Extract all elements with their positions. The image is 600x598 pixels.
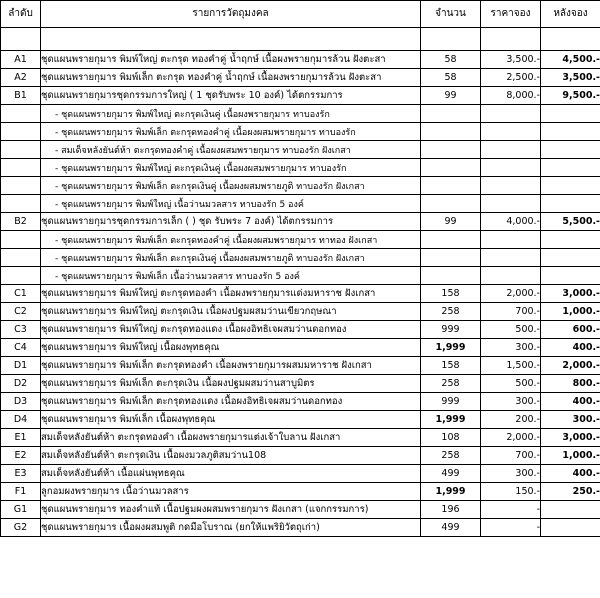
table-row <box>1 87 600 105</box>
cell-description: ชุดแผนพรายกุมาร เนื้อผงผสมพูติ กดมือโบราณ (ยกให้แพริยิวัตถุเก่า) <box>41 519 421 537</box>
cell-quantity: 1,999 <box>421 411 481 429</box>
cell-description: - ชุดแผนพรายกุมาร พิมพ์เล็ก ตะกรุดทองคำคู่ เนื้อผงผสมพรายกุมาร ทาบองรัก <box>41 123 421 141</box>
cell-description: ชุดแผนพรายกุมาร พิมพ์เล็ก ตะกรุดเงิน เนื้อผงปฐมผสมว่านสาบูมิตร <box>41 375 421 393</box>
cell-price <box>481 105 541 123</box>
cell-back-price: 3,000.- <box>541 285 600 303</box>
cell-code: C3 <box>1 321 41 339</box>
cell-code: A2 <box>1 69 41 87</box>
cell-quantity <box>421 195 481 213</box>
cell-code: F1 <box>1 483 41 501</box>
cell-code <box>1 28 41 51</box>
cell-code <box>1 231 41 249</box>
cell-back-price: 800.- <box>541 375 600 393</box>
cell-code: D2 <box>1 375 41 393</box>
cell-description: สมเด็จหลังยันต์ห้า ตะกรุดทองคำ เนื้อผงพรายกุมารแต่งเจ้าใบลาน ฝังเกสา <box>41 429 421 447</box>
cell-description: ชุดแผนพรายกุมาร พิมพ์เล็ก ตะกรุดทองแดง เนื้อผงอิทธิเจผสมว่านดอกทอง <box>41 393 421 411</box>
cell-price <box>481 249 541 267</box>
cell-description: - สมเด็จหลังยันต์ห้า ตะกรุดทองคำคู่ เนื้อผงผสมพรายกุมาร ทาบองรัก ฝังเกสา <box>41 141 421 159</box>
cell-code: D1 <box>1 357 41 375</box>
cell-price: 8,000.- <box>481 87 541 105</box>
cell-quantity: 99 <box>421 87 481 105</box>
table-subitem-row <box>1 141 600 159</box>
cell-price: 200.- <box>481 411 541 429</box>
cell-price <box>481 195 541 213</box>
cell-code <box>1 159 41 177</box>
cell-quantity: 499 <box>421 465 481 483</box>
cell-description: ชุดแผนพรายกุมาร ทองคำแท้ เนื้อปฐมผงผสมพรายกุมาร ฝังเกสา (แจกกรรมการ) <box>41 501 421 519</box>
cell-price: 700.- <box>481 447 541 465</box>
cell-back-price <box>541 177 600 195</box>
cell-price <box>481 231 541 249</box>
table-subitem-row <box>1 159 600 177</box>
cell-description: - ชุดแผนพรายกุมาร พิมพ์เล็ก ตะกรุดทองคำคู่ เนื้อผงผสมพรายกุมาร ทาทอง ฝังเกสา <box>41 231 421 249</box>
cell-quantity: 258 <box>421 303 481 321</box>
table-subitem-row <box>1 105 600 123</box>
table-subitem-row <box>1 231 600 249</box>
cell-price: 300.- <box>481 465 541 483</box>
cell-code: E3 <box>1 465 41 483</box>
cell-description: - ชุดแผนพรายกุมาร พิมพ์เล็ก เนื้อว่านมวลสาร ทาบองรัก 5 องค์ <box>41 267 421 285</box>
cell-price: 2,500.- <box>481 69 541 87</box>
cell-back-price <box>541 105 600 123</box>
cell-code: D4 <box>1 411 41 429</box>
cell-code: D3 <box>1 393 41 411</box>
cell-back-price <box>541 519 600 537</box>
cell-quantity: 58 <box>421 69 481 87</box>
cell-price: 2,000.- <box>481 429 541 447</box>
cell-price <box>481 267 541 285</box>
cell-code: B2 <box>1 213 41 231</box>
table-row <box>1 393 600 411</box>
cell-quantity <box>421 28 481 51</box>
cell-quantity: 158 <box>421 285 481 303</box>
cell-back-price: 400.- <box>541 339 600 357</box>
cell-code: C1 <box>1 285 41 303</box>
cell-code <box>1 267 41 285</box>
cell-back-price <box>541 267 600 285</box>
cell-quantity <box>421 141 481 159</box>
table-row <box>1 285 600 303</box>
cell-description: ลูกอมผงพรายกุมาร เนื้อว่านมวลสาร <box>41 483 421 501</box>
cell-code: E1 <box>1 429 41 447</box>
cell-back-price: 1,000.- <box>541 447 600 465</box>
cell-description: - ชุดแผนพรายกุมาร พิมพ์ใหญ่ ตะกรุดเงินคู่ เนื้อผงผสมพรายกุมาร ทาบองรัก <box>41 159 421 177</box>
cell-description: ชุดแผนพรายกุมาร พิมพ์ใหญ่ ตะกรุดทองคำ เนื้อผงพรายกุมารแด่งมหาราช ฝังเกสา <box>41 285 421 303</box>
cell-price: 500.- <box>481 375 541 393</box>
cell-back-price: 400.- <box>541 465 600 483</box>
cell-code: C2 <box>1 303 41 321</box>
column-header-code: ลำดับ <box>1 1 41 28</box>
cell-quantity: 1,999 <box>421 483 481 501</box>
cell-back-price: 3,500.- <box>541 69 600 87</box>
table-row <box>1 501 600 519</box>
column-header-description: รายการวัตถุมงคล <box>41 1 421 28</box>
cell-quantity: 99 <box>421 213 481 231</box>
cell-quantity: 999 <box>421 321 481 339</box>
cell-price: 3,500.- <box>481 51 541 69</box>
cell-quantity <box>421 267 481 285</box>
column-header-price: ราคาจอง <box>481 1 541 28</box>
cell-quantity: 196 <box>421 501 481 519</box>
cell-code <box>1 141 41 159</box>
table-row <box>1 519 600 537</box>
cell-description: สมเด็จหลังยันต์ห้า เนื้อแผ่นพุทธคุณ <box>41 465 421 483</box>
cell-price <box>481 141 541 159</box>
cell-code: B1 <box>1 87 41 105</box>
cell-code: G1 <box>1 501 41 519</box>
cell-back-price <box>541 123 600 141</box>
table-row <box>1 411 600 429</box>
cell-description: ชุดแผนพรายกุมาร พิมพ์ใหญ่ เนื้อผงพุทธคุณ <box>41 339 421 357</box>
cell-price: 300.- <box>481 339 541 357</box>
cell-price: 2,000.- <box>481 285 541 303</box>
cell-quantity <box>421 123 481 141</box>
table-row <box>1 303 600 321</box>
cell-description <box>41 28 421 51</box>
cell-back-price <box>541 249 600 267</box>
cell-description: สมเด็จหลังยันต์ห้า ตะกรุดเงิน เนื้อผงมวลภูติสมว่าน108 <box>41 447 421 465</box>
cell-back-price: 400.- <box>541 393 600 411</box>
cell-price: 700.- <box>481 303 541 321</box>
cell-description: ชุดแผนพรายกุมาร พิมพ์เล็ก เนื้อผงพุทธคุณ <box>41 411 421 429</box>
table-row <box>1 321 600 339</box>
cell-quantity: 158 <box>421 357 481 375</box>
cell-price: 150.- <box>481 483 541 501</box>
table-row <box>1 69 600 87</box>
cell-description: ชุดแผนพรายกุมาร พิมพ์ใหญ่ ตะกรุดเงิน เนื้อผงปฐมผสมว่านเขียวกฤษณา <box>41 303 421 321</box>
cell-back-price: 3,000.- <box>541 429 600 447</box>
cell-quantity <box>421 105 481 123</box>
cell-description: ชุดแผนพรายกุมาร พิมพ์เล็ก ตะกรุดทองคำ เนื้อผงพรายกุมารผสมมหาราช ฝังเกสา <box>41 357 421 375</box>
cell-quantity: 258 <box>421 375 481 393</box>
cell-quantity: 499 <box>421 519 481 537</box>
cell-quantity: 58 <box>421 51 481 69</box>
cell-code <box>1 177 41 195</box>
cell-back-price <box>541 159 600 177</box>
table-row <box>1 339 600 357</box>
cell-price <box>481 177 541 195</box>
cell-code: C4 <box>1 339 41 357</box>
cell-price: 300.- <box>481 393 541 411</box>
cell-back-price: 1,000.- <box>541 303 600 321</box>
cell-description: ชุดแผนพรายกุมาร พิมพ์ใหญ่ ตะกรุดทองแดง เนื้อผงอิทธิเจผสมว่านดอกทอง <box>41 321 421 339</box>
cell-code: A1 <box>1 51 41 69</box>
cell-price: - <box>481 519 541 537</box>
cell-back-price <box>541 231 600 249</box>
cell-price <box>481 159 541 177</box>
cell-description: ชุดแผนพรายกุมาร พิมพ์เล็ก ตะกรุด ทองคำคู่ น้ำฤกษ์ เนื้อผงพรายกุมารล้วน ฝังตะสา <box>41 69 421 87</box>
cell-back-price: 600.- <box>541 321 600 339</box>
table-subitem-row <box>1 123 600 141</box>
table-row <box>1 51 600 69</box>
table-subitem-row <box>1 195 600 213</box>
cell-quantity: 108 <box>421 429 481 447</box>
cell-back-price: 4,500.- <box>541 51 600 69</box>
cell-price <box>481 123 541 141</box>
cell-back-price: 9,500.- <box>541 87 600 105</box>
cell-price: 1,500.- <box>481 357 541 375</box>
cell-description: ชุดแผนพรายกุมารชุดกรรมการเล็ก ( ) ชุด รับพระ 7 องค์) ได้ตกรรมการ <box>41 213 421 231</box>
cell-quantity: 999 <box>421 393 481 411</box>
cell-back-price <box>541 195 600 213</box>
cell-back-price: 300.- <box>541 411 600 429</box>
cell-back-price: 250.- <box>541 483 600 501</box>
table-row <box>1 357 600 375</box>
cell-quantity <box>421 177 481 195</box>
cell-back-price <box>541 28 600 51</box>
cell-code <box>1 105 41 123</box>
cell-back-price: 5,500.- <box>541 213 600 231</box>
cell-quantity <box>421 231 481 249</box>
column-header-quantity: จำนวน <box>421 1 481 28</box>
table-row <box>1 375 600 393</box>
cell-description: - ชุดแผนพรายกุมาร พิมพ์เล็ก ตะกรุดเงินคู่ เนื้อผงผสมพรายภูติ ทาบองรัก ฝังเกสา <box>41 249 421 267</box>
cell-code: E2 <box>1 447 41 465</box>
table-row <box>1 483 600 501</box>
cell-description: - ชุดแผนพรายกุมาร พิมพ์เล็ก ตะกรุดเงินคู่ เนื้อผงผสมพรายภูติ ทาบองรัก ฝังเกสา <box>41 177 421 195</box>
cell-price: 4,000.- <box>481 213 541 231</box>
cell-code <box>1 195 41 213</box>
cell-price: 500.- <box>481 321 541 339</box>
table-subitem-row <box>1 177 600 195</box>
cell-code <box>1 249 41 267</box>
cell-description: ชุดแผนพรายกุมาร พิมพ์ใหญ่ ตะกรุด ทองคำคู่ น้ำฤกษ์ เนื้อผงพรายกุมารล้วน ฝังตะสา <box>41 51 421 69</box>
table-subitem-row <box>1 267 600 285</box>
table-row <box>1 465 600 483</box>
cell-description: ชุดแผนพรายกุมารชุดกรรมการใหญ่ ( 1 ชุดรับพระ 10 องค์) ได้ตกรรมการ <box>41 87 421 105</box>
table-spacer-row <box>1 28 600 51</box>
table-row <box>1 213 600 231</box>
cell-code <box>1 123 41 141</box>
cell-back-price: 2,000.- <box>541 357 600 375</box>
cell-quantity <box>421 249 481 267</box>
cell-quantity: 258 <box>421 447 481 465</box>
cell-code: G2 <box>1 519 41 537</box>
cell-price: - <box>481 501 541 519</box>
cell-price <box>481 28 541 51</box>
cell-description: - ชุดแผนพรายกุมาร พิมพ์ใหญ่ ตะกรุดเงินคู่ เนื้อผงพรายกุมาร ทาบองรัก <box>41 105 421 123</box>
cell-back-price <box>541 141 600 159</box>
table-header-row <box>1 1 600 28</box>
table-header <box>1 1 600 28</box>
table-subitem-row <box>1 249 600 267</box>
cell-back-price <box>541 501 600 519</box>
table-row <box>1 429 600 447</box>
cell-quantity <box>421 159 481 177</box>
cell-quantity: 1,999 <box>421 339 481 357</box>
column-header-back: หลังจอง <box>541 1 600 28</box>
table-body <box>1 28 600 537</box>
cell-description: - ชุดแผนพรายกุมาร พิมพ์ใหญ่ เนื้อว่านมวลสาร ทาบองรัก 5 องค์ <box>41 195 421 213</box>
table-row <box>1 447 600 465</box>
